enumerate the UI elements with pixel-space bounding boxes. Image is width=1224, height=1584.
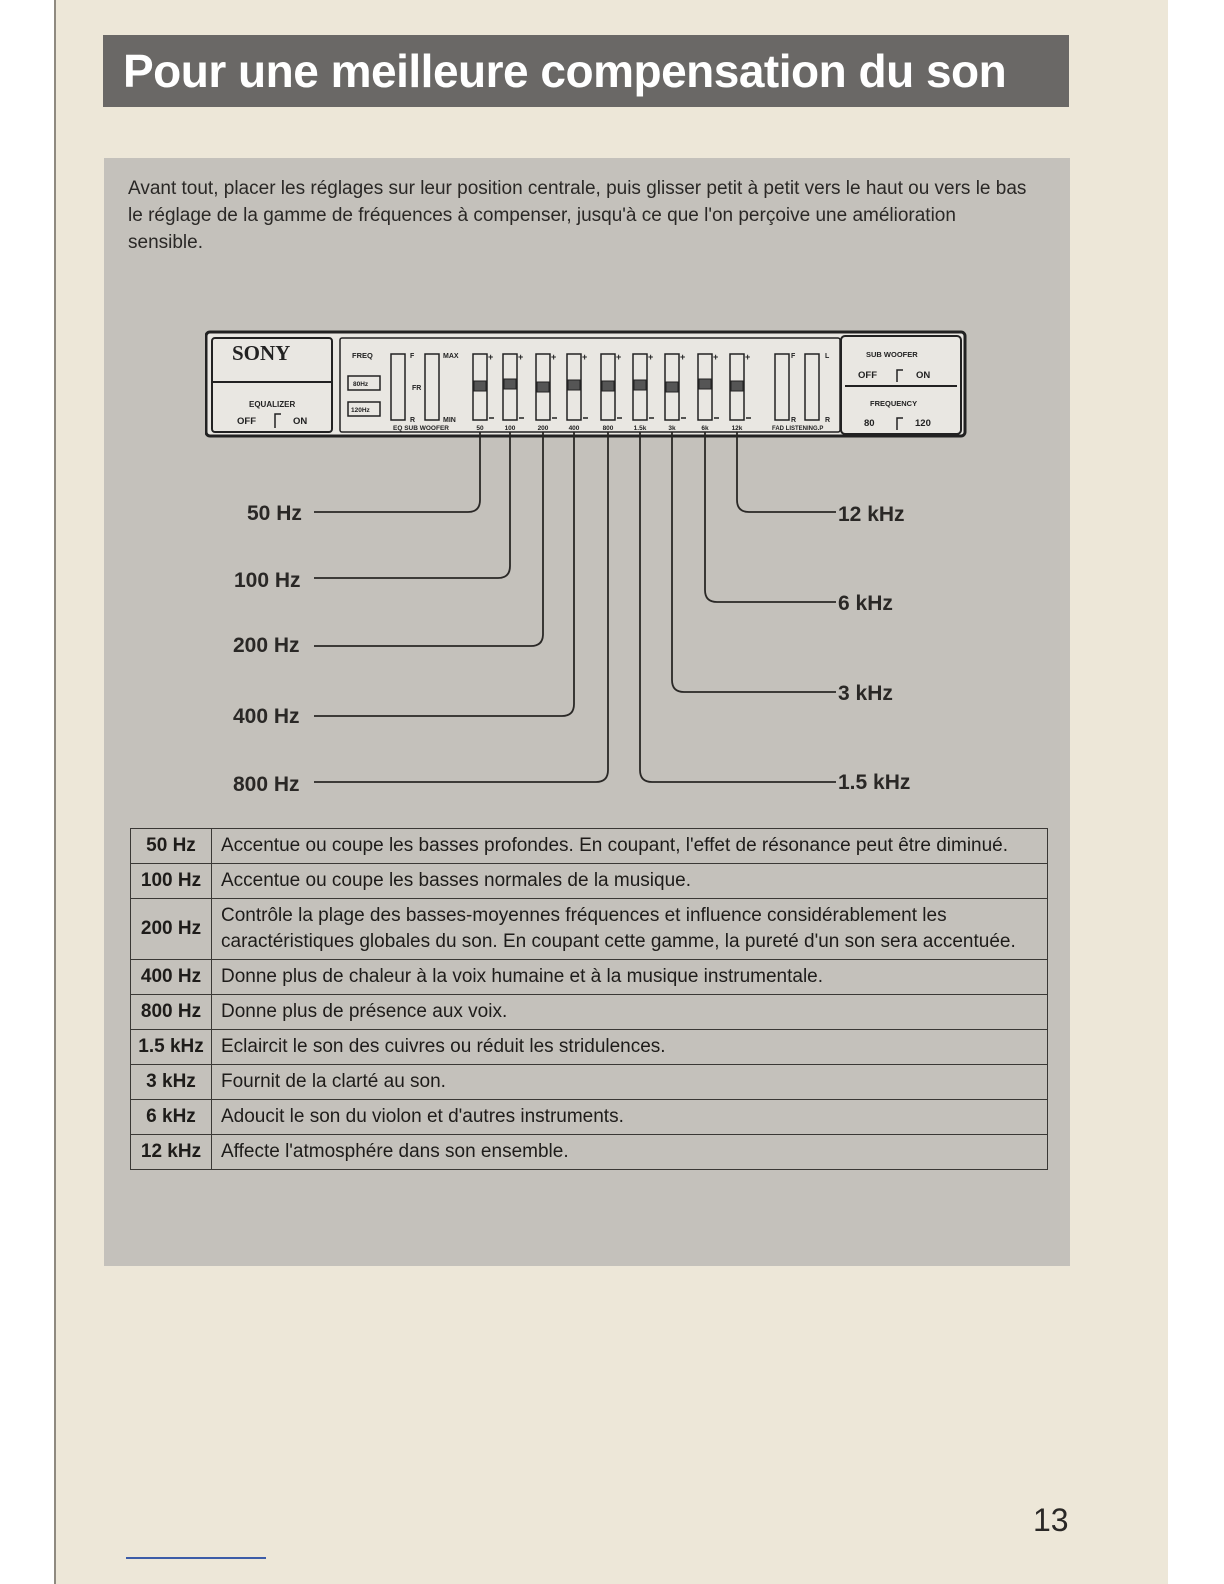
sony-logo: SONY: [232, 341, 291, 365]
table-row: [131, 995, 1048, 1030]
page-spine: [0, 0, 56, 1584]
sub-woofer-label: SUB WOOFER: [866, 350, 918, 359]
svg-text:R: R: [791, 417, 797, 424]
svg-text:MAX: MAX: [443, 353, 459, 360]
table-desc-cell: Contrôle la plage des basses-moyennes fréquences et influence considérablement les caractéristiques globales du son. En coupant cette gamme, la pureté d'un son sera accentuée.: [212, 899, 1048, 960]
table-row: [131, 960, 1048, 995]
label-50hz: 50 Hz: [247, 502, 302, 525]
table-row: [131, 829, 1048, 864]
svg-text:+: +: [518, 352, 524, 362]
svg-text:ON: ON: [916, 370, 931, 381]
page-edge: [1168, 0, 1224, 1584]
svg-text:+: +: [680, 352, 686, 362]
svg-text:+: +: [582, 352, 588, 362]
table-desc-cell: Affecte l'atmosphére dans son ensemble.: [212, 1135, 1048, 1170]
svg-text:F: F: [410, 353, 415, 360]
svg-text:MIN: MIN: [443, 417, 456, 424]
svg-text:R: R: [825, 417, 831, 424]
table-desc-cell: Donne plus de chaleur à la voix humaine et à la musique instrumentale.: [212, 960, 1048, 995]
svg-text:R: R: [410, 417, 416, 424]
table-freq-cell: 50 Hz: [131, 829, 212, 864]
band-tick-label: 100: [504, 425, 516, 432]
table-row: [131, 1135, 1048, 1170]
svg-text:OFF: OFF: [858, 370, 877, 381]
band-tick-label: 200: [537, 425, 549, 432]
svg-text:+: +: [551, 352, 557, 362]
band-tick-label: 6k: [701, 425, 709, 432]
equalizer-panel-illustration: [205, 330, 970, 440]
svg-text:FAD LISTENING.P: FAD LISTENING.P: [772, 426, 824, 432]
label-200hz: 200 Hz: [233, 634, 300, 657]
table-desc-cell: Fournit de la clarté au son.: [212, 1065, 1048, 1100]
table-desc-cell: Adoucit le son du violon et d'autres instruments.: [212, 1100, 1048, 1135]
table-freq-cell: 400 Hz: [131, 960, 212, 995]
page-number: 13: [1033, 1502, 1069, 1538]
freq-label: FREQ: [352, 351, 373, 360]
label-1-5khz: 1.5 kHz: [838, 771, 911, 794]
table-row: [131, 899, 1048, 960]
table-freq-cell: 1.5 kHz: [131, 1030, 212, 1065]
svg-text:FR: FR: [412, 385, 422, 392]
band-tick-label: 400: [568, 425, 580, 432]
frequency-label: FREQUENCY: [870, 399, 918, 408]
table-freq-cell: 3 kHz: [131, 1065, 212, 1100]
label-12khz: 12 kHz: [838, 503, 905, 526]
svg-text:EQ SUB WOOFER: EQ SUB WOOFER: [393, 425, 449, 432]
label-800hz: 800 Hz: [233, 773, 300, 796]
table-freq-cell: 200 Hz: [131, 899, 212, 960]
band-tick-label: 1.5k: [633, 425, 647, 432]
svg-text:+: +: [648, 352, 654, 362]
label-6khz: 6 kHz: [838, 592, 893, 615]
page-title: Pour une meilleure compensation du son: [103, 35, 1069, 107]
table-desc-cell: Accentue ou coupe les basses normales de la musique.: [212, 864, 1048, 899]
table-desc-cell: Accentue ou coupe les basses profondes. En coupant, l'effet de résonance peut être diminué.: [212, 829, 1048, 864]
table-freq-cell: 100 Hz: [131, 864, 212, 899]
intro-paragraph: Avant tout, placer les réglages sur leur position centrale, puis glisser petit à petit vers le haut ou vers le bas le réglage de la gamme de fréquences à compenser, jusqu'à ce que l'on perçoive une amélioration sensible.: [128, 178, 1027, 253]
table-freq-cell: 12 kHz: [131, 1135, 212, 1170]
footer-rule: [126, 1557, 266, 1559]
table-row: [131, 864, 1048, 899]
label-3khz: 3 kHz: [838, 682, 893, 705]
svg-text:+: +: [488, 352, 494, 362]
table-desc-cell: Donne plus de présence aux voix.: [212, 995, 1048, 1030]
svg-text:80: 80: [864, 418, 875, 429]
table-row: [131, 1065, 1048, 1100]
equalizer-label: EQUALIZER: [249, 400, 296, 409]
table-desc-cell: Eclaircit le son des cuivres ou réduit les stridulences.: [212, 1030, 1048, 1065]
band-tick-label: 3k: [668, 425, 676, 432]
svg-text:120: 120: [915, 418, 931, 429]
frequency-table: [130, 828, 1048, 1170]
svg-text:80Hz: 80Hz: [353, 381, 369, 388]
band-tick-label: 800: [602, 425, 614, 432]
band-tick-label: 12k: [731, 425, 743, 432]
table-freq-cell: 800 Hz: [131, 995, 212, 1030]
band-tick-label: 50: [476, 425, 484, 432]
equalizer-off-label: OFF: [237, 416, 256, 427]
table-freq-cell: 6 kHz: [131, 1100, 212, 1135]
equalizer-on-label: ON: [293, 416, 308, 427]
svg-text:+: +: [713, 352, 719, 362]
table-row: [131, 1030, 1048, 1065]
svg-text:F: F: [791, 353, 796, 360]
svg-text:+: +: [616, 352, 622, 362]
label-100hz: 100 Hz: [234, 569, 301, 592]
label-400hz: 400 Hz: [233, 705, 300, 728]
svg-text:+: +: [745, 352, 751, 362]
svg-text:120Hz: 120Hz: [351, 407, 370, 414]
table-row: [131, 1100, 1048, 1135]
svg-text:L: L: [825, 353, 830, 360]
